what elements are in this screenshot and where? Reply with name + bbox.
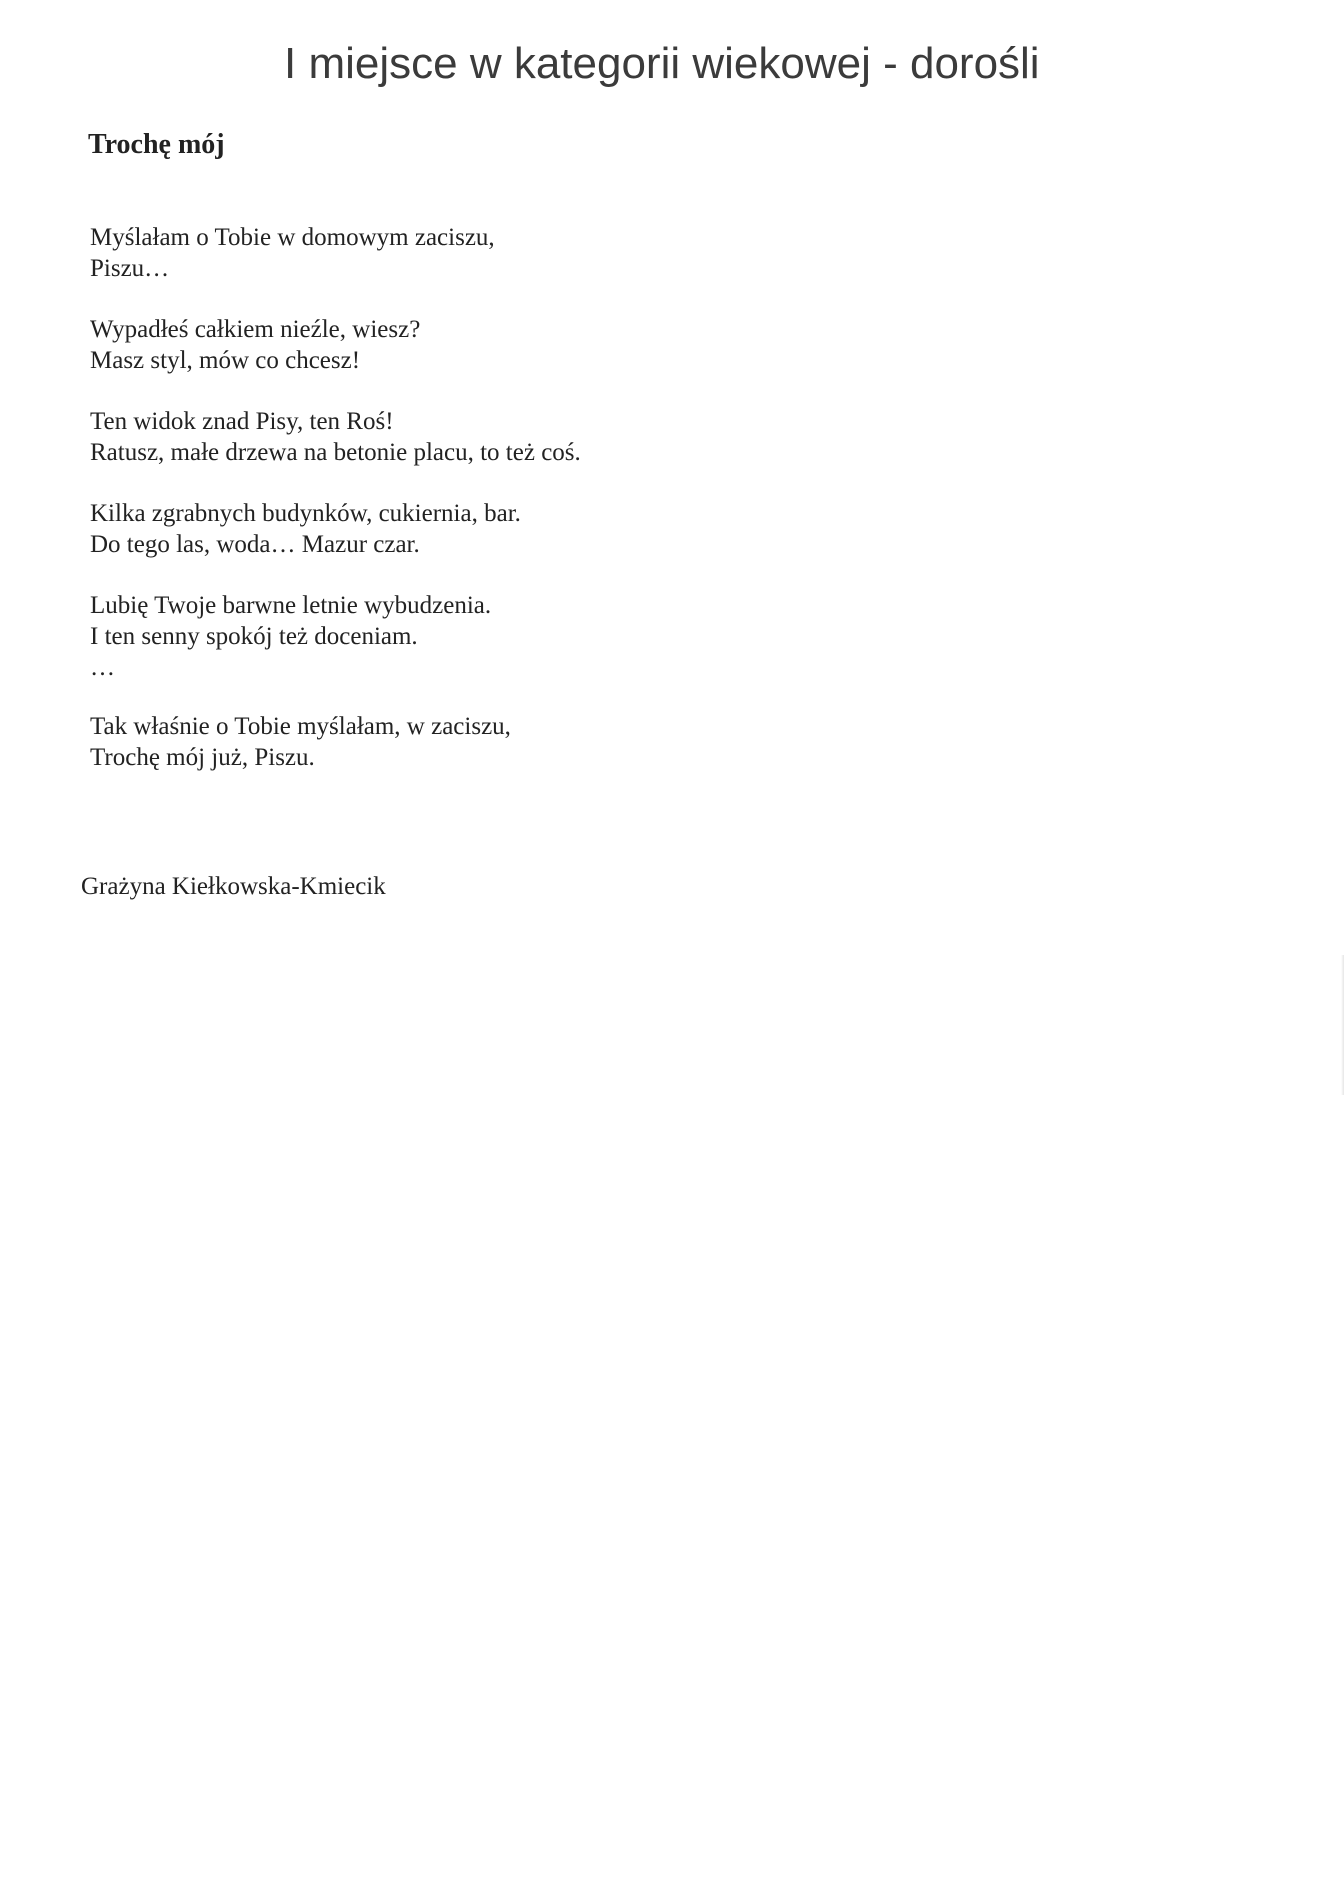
poem-body: [90, 222, 581, 803]
poem-stanza: [90, 498, 581, 560]
poem-line: Kilka zgrabnych budynków, cukiernia, bar.: [90, 500, 521, 527]
poem-ellipsis: …: [90, 654, 115, 681]
poem-author: Grażyna Kiełkowska-Kmiecik: [81, 873, 386, 900]
poem-stanza: [90, 222, 581, 284]
poem-line: Ten widok znad Pisy, ten Roś!: [90, 408, 394, 435]
poem-line: Wypadłeś całkiem nieźle, wiesz?: [90, 316, 421, 343]
poem-line: Piszu…: [90, 255, 170, 282]
poem-stanza: [90, 406, 581, 468]
poem-stanza: [90, 711, 581, 773]
poem-stanza: [90, 590, 581, 683]
poem-line: Masz styl, mów co chcesz!: [90, 347, 361, 374]
poem-line: I ten senny spokój też doceniam.: [90, 623, 418, 650]
poem-stanza: [90, 314, 581, 376]
poem-line: Myślałam o Tobie w domowym zaciszu,: [90, 224, 495, 251]
poem-line: Ratusz, małe drzewa na betonie placu, to też coś.: [90, 439, 581, 466]
poem-line: Trochę mój już, Piszu.: [90, 744, 315, 771]
poem-line: Tak właśnie o Tobie myślałam, w zaciszu,: [90, 713, 511, 740]
poem-line: Lubię Twoje barwne letnie wybudzenia.: [90, 592, 492, 619]
poem-line: Do tego las, woda… Mazur czar.: [90, 531, 420, 558]
poem-title: Trochę mój: [88, 129, 225, 160]
page-heading: I miejsce w kategorii wiekowej - dorośli: [284, 39, 1040, 88]
